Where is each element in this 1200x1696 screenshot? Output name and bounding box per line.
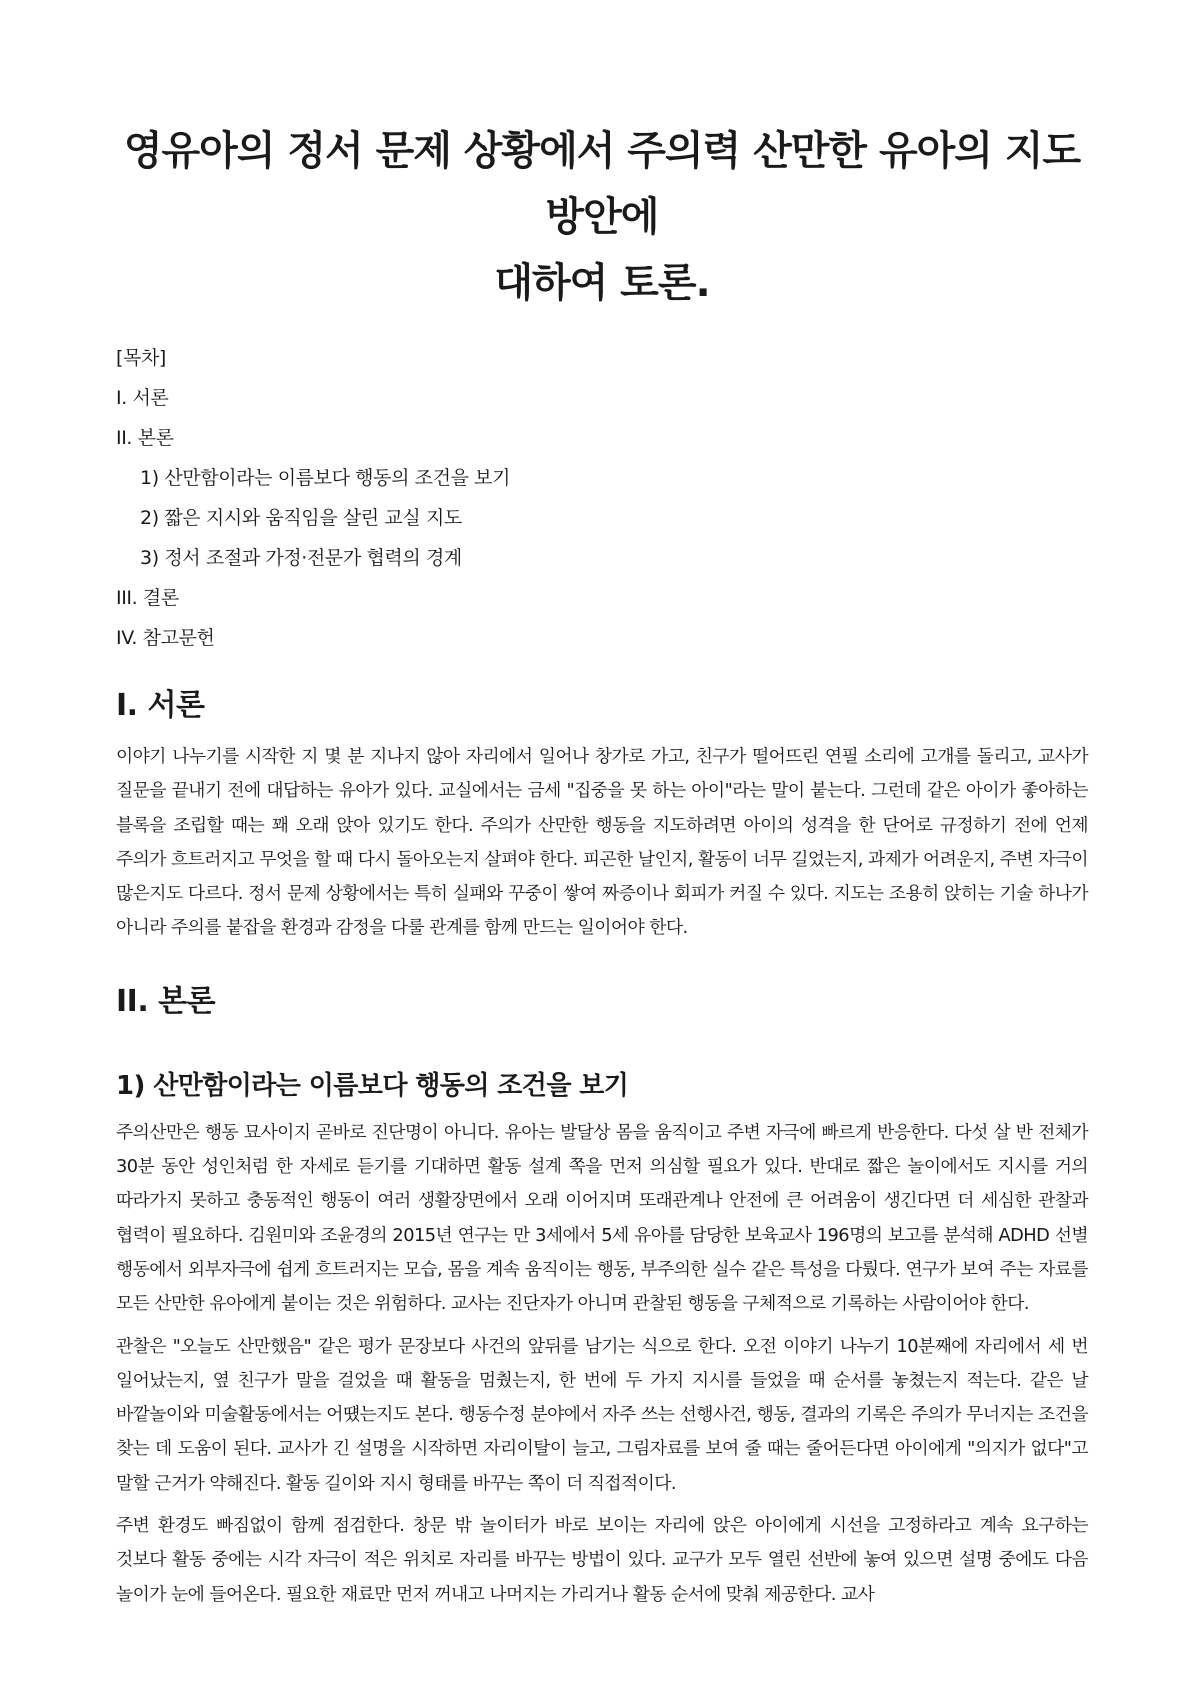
toc-item-introduction: I. 서론 (116, 387, 169, 409)
introduction-paragraph: 이야기 나누기를 시작한 지 몇 분 지나지 않아 자리에서 일어나 창가로 가고, 친구가 떨어뜨린 연필 소리에 고개를 돌리고, 교사가 질문을 끝내기 전에 대답하는 유아가 있다. 교실에서는 금세 "집중을 못 하는 아이"라는 말이 붙는다. 그런데 같은 아이가 좋아하는 블록을 조립할 때는 꽤 오래 앉아 있기도 한다. 주의가 산만한 행동을 지도하려면 아이의 성격을 한 단어로 규정하기 전에 언제 주의가 흐트러지고 무엇을 할 때 다시 돌아오는지 살펴야 한다. 피곤한 날인지, 활동이 너무 길었는지, 과제가 어려운지, 주변 자극이 많은지도 다르다. 정서 문제 상황에서는 특히 실패와 꾸중이 쌓여 짜증이나 회피가 커질 수 있다. 지도는 조용히 앉히는 기술 하나가 아니라 주의를 붙잡을 환경과 감정을 다룰 관계를 함께 만드는 일이어야 한다. (116, 746, 1088, 939)
subsection-heading-1: 1) 산만함이라는 이름보다 행동의 조건을 보기 (116, 1070, 629, 1101)
toc-item-body: II. 본론 (116, 427, 174, 449)
subsection-spacer (116, 1036, 1088, 1068)
document-title-line-1: 영유아의 정서 문제 상황에서 주의력 산만한 유아의 지도방안에 (123, 128, 1081, 240)
toc-item-references: IV. 참고문헌 (116, 627, 215, 649)
toc-item-body-sub-2: 2) 짧은 지시와 움직임을 살린 교실 지도 (140, 507, 462, 529)
document-title-line-2: 대하여 토론. (494, 260, 710, 306)
body-paragraph-3: 주변 환경도 빠짐없이 함께 점검한다. 창문 밖 놀이터가 바로 보이는 자리에 앉은 아이에게 시선을 고정하라고 계속 요구하는 것보다 활동 중에는 시각 자극이 적은 위치로 자리를 바꾸는 방법이 있다. 교구가 모두 열린 선반에 놓여 있으면 설명 중에도 다음 놀이가 눈에 들어온다. 필요한 재료만 먼저 꺼내고 나머지는 가리거나 활동 순서에 맞춰 제공한다. 교사 (116, 1515, 1088, 1605)
toc-item-body-sub-3: 3) 정서 조절과 가정·전문가 협력의 경계 (140, 547, 462, 569)
toc-item-body-sub-1: 1) 산만함이라는 이름보다 행동의 조건을 보기 (140, 467, 511, 489)
section-spacer (116, 954, 1088, 982)
toc-item-conclusion: III. 결론 (116, 587, 179, 609)
section-heading-introduction: I. 서론 (116, 688, 205, 723)
body-paragraph-1: 주의산만은 행동 묘사이지 곧바로 진단명이 아니다. 유아는 발달상 몸을 움직이고 주변 자극에 빠르게 반응한다. 다섯 살 반 전체가 30분 동안 성인처럼 한 자세로 듣기를 기대하면 활동 설계 쪽을 먼저 의심할 필요가 있다. 반대로 짧은 놀이에서도 지시를 거의 따라가지 못하고 충동적인 행동이 여러 생활장면에서 오래 이어지며 또래관계나 안전에 큰 어려움이 생긴다면 더 세심한 관찰과 협력이 필요하다. 김원미와 조윤경의 2015년 연구는 만 3세에서 5세 유아를 담당한 보육교사 196명의 보고를 분석해 ADHD 선별 행동에서 외부자극에 쉽게 흐트러지는 모습, 몸을 계속 움직이는 행동, 부주의한 실수 같은 특성을 다뤘다. 연구가 보여 주는 자료를 모든 산만한 유아에게 붙이는 것은 위험하다. 교사는 진단자가 아니며 관찰된 행동을 구체적으로 기록하는 사람이어야 한다. (116, 1121, 1088, 1315)
document-title (116, 118, 1088, 316)
table-of-contents (116, 338, 1088, 658)
body-paragraph-2: 관찰은 "오늘도 산만했음" 같은 평가 문장보다 사건의 앞뒤를 남기는 식으로 한다. 오전 이야기 나누기 10분째에 자리에서 세 번 일어났는지, 옆 친구가 말을 걸었을 때 활동을 멈췄는지, 한 번에 두 가지 지시를 들었을 때 순서를 놓쳤는지 적는다. 같은 날 바깥놀이와 미술활동에서는 어떘는지도 본다. 행동수정 분야에서 자주 쓰는 선행사건, 행동, 결과의 기록은 주의가 무너지는 조건을 찾는 데 도움이 된다. 교사가 긴 설명을 시작하면 자리이탈이 늘고, 그림자료를 보여 줄 때는 줄어든다면 아이에게 "의지가 없다"고 말할 근거가 약해진다. 활동 길이와 지시 형태를 바꾸는 쪽이 더 직접적이다. (116, 1335, 1088, 1494)
section-heading-body: II. 본론 (116, 983, 216, 1019)
toc-heading: [목차] (116, 347, 166, 369)
